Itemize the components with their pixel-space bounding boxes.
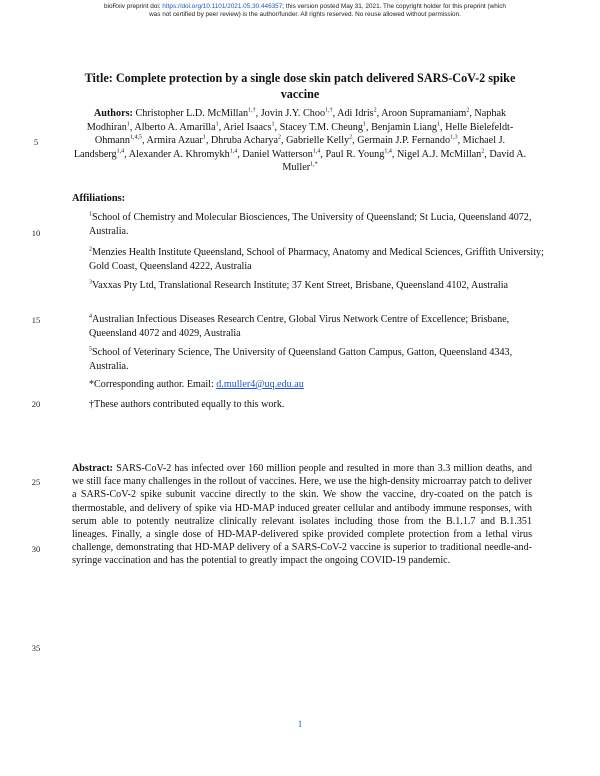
author-name: Alexander A. Khromykh [128,148,230,160]
affiliation-sup: 4 [89,313,92,320]
line-number: 30 [31,544,41,554]
author-affiliation-sup: 1 [363,121,366,128]
author-affiliation-sup: 1 [437,121,441,128]
author-affiliation-sup: 1,3 [450,134,458,141]
author [136,108,256,119]
author [261,108,333,119]
header-line-1 [60,3,550,11]
author [357,135,457,146]
line-number: 10 [31,228,41,238]
author [280,122,366,133]
author-name: Jovin J.Y. Choo [260,108,326,119]
author-affiliation-sup: 1,† [248,107,256,114]
abstract-text: SARS-CoV-2 has infected over 160 million people and resulted in more than 3.3 million deaths, and we still face many challenges in the rollout of vaccines. Here, we use the high-density microarray patch to deliver a SARS-CoV-2 spike subunit vaccine directly to the skin. We show the vaccine, dry-coated on the patch is thermostable, and delivery of spike via HD-MAP induced greater cellular and antibody immune responses, with serum able to potently neutralize clinically relevant isolates including those from the B.1.1.7 and B.1.351 lineages. Finally, a single dose of HD-MAP-delivered spike provided complete protection from a lethal virus challenge, demonstrating that HD-MAP delivery of a SARS-CoV-2 vaccine is superior to traditional needle-and-syringe vaccination and has the potential to greatly impact the ongoing COVID-19 pandemic. [72,463,532,567]
author-affiliation-sup: 1,4 [229,148,238,155]
author-name: Ariel Isaacs [223,121,272,133]
author [129,149,238,160]
affiliation-3 [89,279,549,293]
line-number: 5 [33,137,39,147]
affiliation-sup: 1 [89,211,92,218]
affiliation-4 [89,313,549,340]
author-name: Dhruba Acharya [210,135,278,147]
author [286,135,352,146]
author-name: Aroon Supramaniam [381,108,467,119]
doi-link[interactable]: https://doi.org/10.1101/2021.05.30.446357 [162,3,283,10]
author-name: Nigel A.J. McMillan [396,148,482,160]
author-name: Helle Bielefeldt-Ohmann [94,121,514,147]
line-number: 20 [31,399,41,409]
affiliations-heading: Affiliations: [72,193,126,204]
author-name: Daniel Watterson [242,148,313,160]
preprint-header [60,3,550,19]
authors-label: Authors: [93,108,133,119]
author [397,149,484,160]
corresponding-label: *Corresponding author. Email: [89,379,217,390]
author-affiliation-sup: 2 [466,107,470,114]
author-name: Gabrielle Kelly [286,135,350,147]
affiliation-sup: 3 [89,279,92,286]
affiliation-text: School of Veterinary Science, The University of Queensland Gatton Campus, Gatton, Queensland 4343, Australia. [89,347,513,372]
abstract-label: Abstract: [72,463,113,474]
corresponding-author [89,378,549,392]
author-name: Stacey T.M. Cheung [279,121,363,133]
author-affiliation-sup: 2 [481,148,485,155]
author-affiliation-sup: 1,4 [116,148,125,155]
author-name: Armira Azuar [146,135,203,147]
equal-contribution-note: †These authors contributed equally to this work. [89,399,285,410]
author-affiliation-sup: 2 [349,134,353,141]
author-affiliation-sup: 2 [373,107,377,114]
author-affiliation-sup: 1,* [310,161,318,168]
author-name: Paul R. Young [325,148,385,160]
author-affiliation-sup: 1,† [325,107,333,114]
affiliation-2 [89,246,549,273]
header-suffix: ; this version posted May 31, 2021. The copyright holder for this preprint (which [282,3,506,10]
paper-title: Title: Complete protection by a single dose skin patch delivered SARS-CoV-2 spike vaccine [84,71,516,101]
affiliation-text: Menzies Health Institute Queensland, School of Pharmacy, Anatomy and Medical Sciences, Griffith University; Gold Coast, Queensland 4222, Australia [89,247,544,272]
author-list [70,107,530,175]
author-affiliation-sup: 1,4 [312,148,321,155]
email-link[interactable]: d.muller4@uq.edu.au [216,379,304,390]
author-affiliation-sup: 2 [277,134,281,141]
author [371,122,440,133]
affiliation-sup: 5 [89,346,92,353]
author-affiliation-sup: 1,4 [384,148,392,155]
author [381,108,469,119]
author-names: Christopher L.D. McMillan$^{1,\dagger}$, Jovin J.Y. Choo$^{1,\dagger}$, Adi Idris$^2$, Aroon Supramaniam$^2$, Naphak Modhiran$^1$, Alberto A. Amarilla$^1$, Ariel Isaacs$^1$, Stacey T.M. Cheung$^1$, Benjamin Liang$^1$, Helle Bielefeldt-Ohmann$^{1,4,5}$, Armira Azuar$^1$, Dhruba Acharya$^2$, Gabrielle Kelly$^2$, Germain J.P. Fernando$^{1,3}$, Michael J. Landsberg$^{1,4}$, Alexander A. Khromykh$^{1,4}$, Daniel Watterson$^{1,4}$, Paul R. Young$^{1,4}$, Nigel A.J. McMillan$^2$, David A. Muller$^{1,*}$ [73,107,527,174]
affiliation-text: School of Chemistry and Molecular Biosciences, The University of Queensland; St Lucia, Queensland 4072, Australia. [89,212,532,237]
author-name: Michael J. Landsberg [73,135,506,160]
author [211,135,281,146]
line-number: 25 [31,477,41,487]
affiliation-sup: 2 [89,246,92,253]
author [337,108,377,119]
header-line-2: was not certified by peer review) is the author/funder. All rights reserved. No reuse allowed without permission. [149,11,461,18]
affiliation-1 [89,211,549,238]
author-name: Adi Idris [337,108,374,119]
author-name: Germain J.P. Fernando [357,135,451,147]
author-name: Alberto A. Amarilla [134,121,216,133]
author-name: Christopher L.D. McMillan [135,108,249,119]
author [134,122,218,133]
affiliation-5 [89,346,549,373]
line-number: 15 [31,315,41,325]
author-affiliation-sup: 1 [202,134,206,141]
author [242,149,320,160]
author-name: Benjamin Liang [371,121,438,133]
author [223,122,274,133]
author-affiliation-sup: 1 [271,121,275,128]
affiliation-text: Vaxxas Pty Ltd, Translational Research Institute; 37 Kent Street, Brisbane, Queensland 4102, Australia [92,280,509,291]
author [325,149,391,160]
affiliation-text: Australian Infectious Diseases Research Centre, Global Virus Network Centre of Excellence; Brisbane, Queensland 4072 and 4029, Australia [89,314,510,339]
author-name: Naphak Modhiran [86,108,507,133]
abstract [72,462,532,568]
page-number: 1 [297,719,303,729]
header-prefix: bioRxiv preprint doi: [104,3,163,10]
author-affiliation-sup: 1,4,5 [130,134,142,141]
author [147,135,206,146]
line-number: 35 [31,643,41,653]
author-affiliation-sup: 1 [126,121,130,128]
author-name: David A. Muller [282,148,527,174]
author-affiliation-sup: 1 [215,121,219,128]
